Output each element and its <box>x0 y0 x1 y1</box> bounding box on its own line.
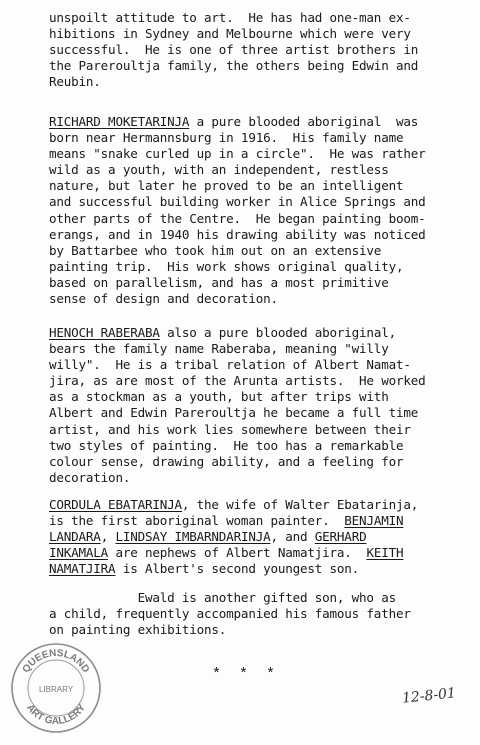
stamp-top-text: QUEENSLAND <box>20 647 92 675</box>
name-landara: LANDARA <box>49 529 101 545</box>
name-lindsay-imbarndarinja: LINDSAY IMBARNDARINJA <box>115 529 271 545</box>
name-namatjira: NAMATJIRA <box>49 561 116 577</box>
stamp-bottom-text: ART GALLERY <box>24 702 88 728</box>
name-inkamala: INKAMALA <box>49 545 109 561</box>
name-cordula-ebatarinja: CORDULA EBATARINJA <box>49 497 182 512</box>
library-stamp-seal <box>6 638 106 738</box>
name-henoch-raberaba: HENOCH RABERABA <box>49 325 160 340</box>
paragraph-other-artists: CORDULA EBATARINJA, the wife of Walter Ebatarinja, is the first aboriginal woman painter. BENJAMIN LANDARA, LINDSAY IMBARNDARINJA, and GERHARD INKAMALA are nephews of Albert Namatjira. KEITH NAMATJIRA is Albert's second youngest son. <box>49 497 419 577</box>
paragraph-intro-continued: unspoilt attitude to art. He has had one-man ex- hibitions in Sydney and Melbourne which were very successful. He is one of three artist brothers in the Pareroultja family, the others being Edwin and Reubin. <box>49 10 419 90</box>
paragraph-henoch-raberaba: HENOCH RABERABA also a pure blooded aboriginal, bears the family name Raberaba, meaning "willy willy". He is a tribal relation of Albert Namat- jira, as are most of the Arunta artists. He worked as a stockman as a youth, but after trips with Albert and Edwin Pareroultja he became a full time artist, and his work lies somewhere between their two styles of painting. He too has a remarkable colour sense, drawing ability, and a feeling for decoration. <box>49 325 426 485</box>
name-richard-moketarinja: RICHARD MOKETARINJA <box>49 114 190 129</box>
handwritten-date: 12-8-01 <box>401 685 457 707</box>
stamp-middle-text: LIBRARY <box>38 685 74 694</box>
name-gerhard: GERHARD <box>314 529 367 545</box>
svg-text:ART GALLERY <box>24 702 88 727</box>
paragraph-ewald: Ewald is another gifted son, who as a child, frequently accompanied his famous father on painting exhibitions. <box>49 590 411 638</box>
section-separator: * * * <box>212 666 276 683</box>
paragraph-richard-moketarinja: RICHARD MOKETARINJA a pure blooded aboriginal was born near Hermannsburg in 1916. His family name means "snake curled up in a circle". He was rather wild as a youth, with an independent, restless nature, but later he proved to be an intelligent and successful building worker in Alice Springs and other parts of the Centre. He began painting boom- erangs, and in 1940 his drawing ability was noticed by Battarbee who took him out on an extensive painting trip. His work shows original quality, based on parallelism, and has a most primitive sense of design and decoration. <box>49 114 426 307</box>
name-keith: KEITH <box>366 545 404 561</box>
name-benjamin: BENJAMIN <box>344 513 404 529</box>
